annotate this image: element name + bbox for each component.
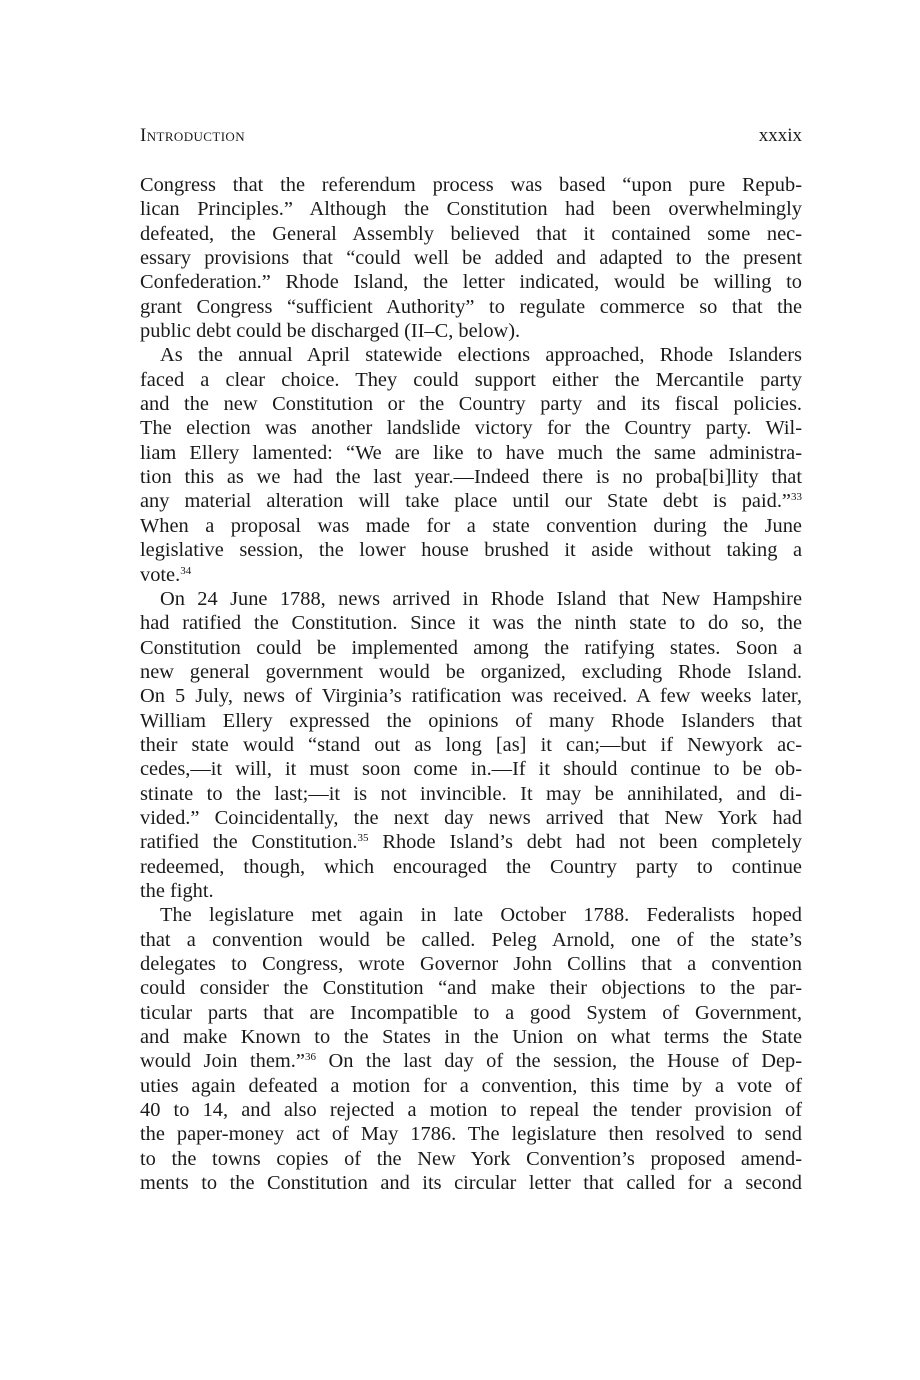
text-line: redeemed, though, which encouraged the Country party to continue (140, 855, 802, 878)
text-line: and the new Constitution or the Country party and its fiscal policies. (140, 393, 802, 416)
text-line: faced a clear choice. They could support either the Mercantile party (140, 368, 802, 391)
text-line: On 5 July, news of Virginia’s ratification was received. A few weeks later, (140, 685, 802, 708)
text-line: 40 to 14, and also rejected a motion to repeal the tender provision of (140, 1099, 802, 1122)
page-number: xxxix (758, 125, 802, 146)
text-line: ticular parts that are Incompatible to a good System of Government, (140, 1001, 802, 1024)
text-line: could consider the Constitution “and make their objections to the par- (140, 977, 802, 1000)
text-line-segment: any material alteration will take place until our State debt is paid.” (140, 490, 791, 513)
text-line: that a convention would be called. Peleg Arnold, one of the state’s (140, 928, 802, 951)
text-line: defeated, the General Assembly believed that it contained some nec- (140, 222, 802, 245)
footnote-ref-35: 35 (357, 832, 369, 845)
text-line (140, 563, 802, 587)
text-line-segment: On the last day of the session, the House of Dep- (315, 1050, 803, 1073)
footnote-ref-36: 36 (304, 1051, 316, 1064)
text-line: cedes,—it will, it must soon come in.—If it should continue to be ob- (140, 758, 802, 781)
text-line: and make Known to the States in the Union on what terms the State (140, 1026, 802, 1049)
text-line (140, 830, 802, 854)
text-line: tion this as we had the last year.—Indeed there is no proba[bi]lity that (140, 466, 802, 489)
text-line: uties again defeated a motion for a convention, this time by a vote of (140, 1074, 802, 1097)
text-line: Constitution could be implemented among the ratifying states. Soon a (140, 636, 802, 659)
text-line: public debt could be discharged (II–C, below). (140, 320, 521, 343)
footnote-ref-33: 33 (791, 491, 802, 504)
text-line: When a proposal was made for a state convention during the June (140, 514, 802, 537)
text-line: grant Congress “sufficient Authority” to regulate commerce so that the (140, 295, 802, 318)
text-line: delegates to Congress, wrote Governor John Collins that a convention (140, 953, 802, 975)
text-line: The election was another landslide victory for the Country party. Wil- (140, 417, 802, 440)
text-line (140, 489, 802, 513)
text-line: Confederation.” Rhode Island, the letter indicated, would be willing to (140, 271, 802, 294)
text-line (140, 1049, 802, 1073)
text-line-segment: ratified the Constitution. (140, 831, 358, 854)
text-line: vided.” Coincidentally, the next day news arrived that New York had (140, 806, 802, 829)
text-line: had ratified the Constitution. Since it was the ninth state to do so, the (140, 612, 802, 635)
text-line: The legislature met again in late October 1788. Federalists hoped (160, 904, 802, 927)
text-line: legislative session, the lower house brushed it aside without taking a (140, 539, 802, 562)
text-line: stinate to the last;—it is not invincible. It may be annihilated, and di- (140, 782, 802, 805)
running-title: Introduction (140, 125, 246, 146)
running-head (140, 124, 802, 148)
text-line-segment: would Join them.” (140, 1050, 305, 1073)
text-line: the paper-money act of May 1786. The legislature then resolved to send (140, 1123, 802, 1146)
text-line: the fight. (140, 879, 214, 902)
text-line-segment: vote. (140, 563, 181, 586)
text-line: new general government would be organized, excluding Rhode Island. (140, 660, 802, 683)
text-line: essary provisions that “could well be added and adapted to the present (140, 247, 802, 270)
text-line-segment: Rhode Island’s debt had not been completely (368, 831, 802, 854)
text-line: Congress that the referendum process was based “upon pure Repub- (140, 174, 802, 196)
text-line: As the annual April statewide elections approached, Rhode Islanders (160, 344, 802, 367)
text-line: lican Principles.” Although the Constitution had been overwhelmingly (140, 198, 802, 221)
text-line: William Ellery expressed the opinions of many Rhode Islanders that (140, 709, 802, 732)
text-line: ments to the Constitution and its circular letter that called for a second (140, 1172, 802, 1195)
text-line: to the towns copies of the New York Convention’s proposed amend- (140, 1147, 802, 1170)
text-line: On 24 June 1788, news arrived in Rhode Island that New Hampshire (160, 587, 802, 610)
text-line: their state would “stand out as long [as] it can;—but if Newyork ac- (140, 733, 802, 756)
text-line: liam Ellery lamented: “We are like to have much the same administra- (140, 441, 802, 464)
footnote-ref-34: 34 (180, 564, 192, 577)
body-text (140, 173, 802, 1195)
